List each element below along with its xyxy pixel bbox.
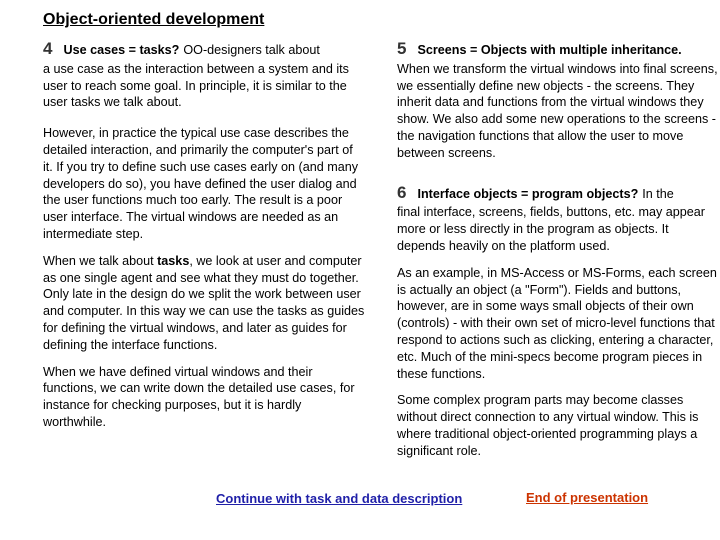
paragraph-text: , we look at user and computer as one single agent and see what they must do together. Only late in the design do we split the work between user and computer. In this way we can use the tasks as guides for defining the virtual windows, and later as guides for defining the interface functions. xyxy=(43,253,365,352)
section-heading: Interface objects = program objects? xyxy=(417,186,639,201)
left-column xyxy=(43,41,365,441)
paragraph-ms-access-example: As an example, in MS-Access or MS-Forms, each screen is actually an object (a "Form"). Fields and buttons, however, are in some ways small objects of their own (controls) - with their own set of micro-level functions that respond to actions such as clicking, entering a character, etc. Much of the mini-specs become program pieces in these functions. xyxy=(397,265,717,381)
section-lead xyxy=(397,182,719,203)
right-column xyxy=(397,41,719,470)
end-of-presentation-link[interactable]: End of presentation xyxy=(526,490,649,505)
paragraph-complex-parts: Some complex program parts may become classes without direct connection to any virtual window. This is where traditional object-oriented programming plays a significant role. xyxy=(397,393,699,458)
section-lead xyxy=(397,41,719,59)
section-body: a use case as the interaction between a system and its user to reach some goal. In principle, it is similar to the user tasks we talk about. xyxy=(43,61,349,110)
paragraph-virtual-windows: When we have defined virtual windows and their functions, we can write down the detailed use cases, for instance for checking purposes, but it is hardly worthwhile. xyxy=(43,364,355,429)
section-lead xyxy=(43,41,365,59)
section-interface-objects xyxy=(397,182,719,255)
section-lead-text: In the xyxy=(642,186,674,201)
section-number: 5 xyxy=(397,39,407,58)
paragraph-practice: However, in practice the typical use case describes the detailed interaction, and primarily the computer's part of it. If you try to define such use cases early on (and many developers do so), you have defined the user dialog and the user functions much too early. The result is a poor user interface. The virtual windows are needed as an intermediate step. xyxy=(43,126,359,241)
section-lead-text: OO-designers talk about xyxy=(183,43,320,57)
paragraph-tasks xyxy=(43,253,365,354)
term-tasks: tasks xyxy=(157,253,190,268)
page-title: Object-oriented development xyxy=(43,11,265,28)
section-use-cases xyxy=(43,41,365,111)
section-body: final interface, screens, fields, buttons, etc. may appear more or less directly in the program as objects. It depends heavily on the platform used. xyxy=(397,205,706,253)
section-number: 4 xyxy=(43,39,53,58)
section-number: 6 xyxy=(397,182,407,202)
section-screens xyxy=(397,41,719,162)
section-body: When we transform the virtual windows into final screens, we essentially define new objects - the screens. They inherit data and functions from the virtual windows they show. We also add some new operations to the screens - the navigation functions that allow the user to move between screens. xyxy=(397,61,718,160)
continue-link[interactable]: Continue with task and data description xyxy=(216,491,463,506)
paragraph-text: When we talk about xyxy=(43,253,158,268)
section-heading: Use cases = tasks? xyxy=(63,43,180,57)
section-heading: Screens = Objects with multiple inheritance. xyxy=(417,43,682,57)
